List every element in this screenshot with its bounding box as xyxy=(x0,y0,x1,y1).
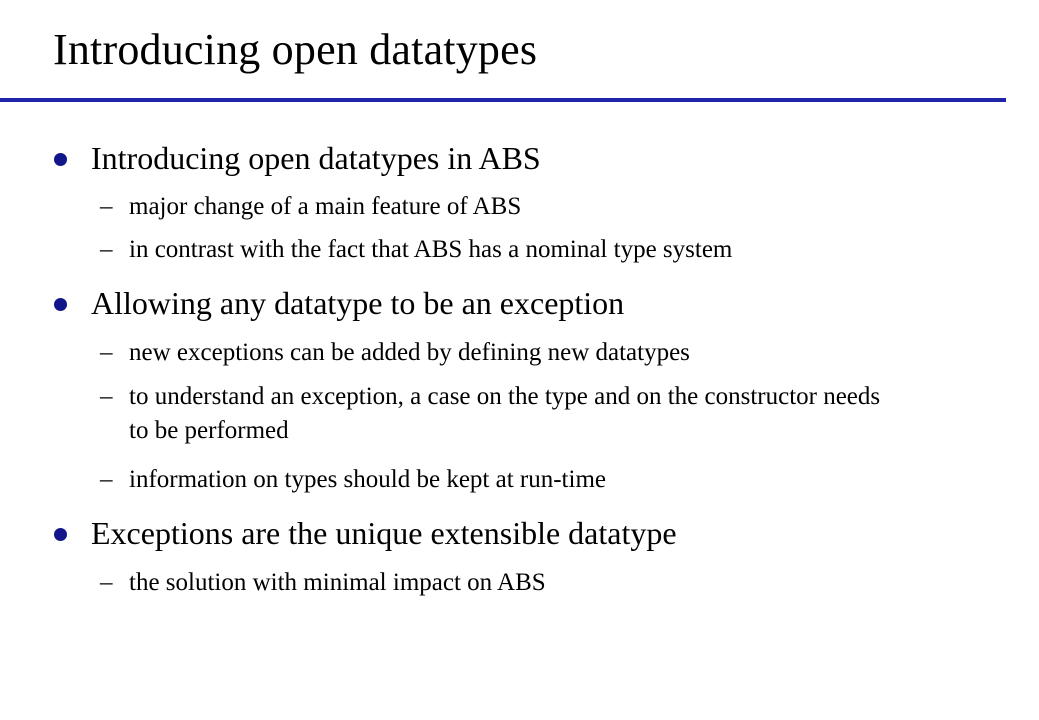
sub-bullet-text: new exceptions can be added by defining new datatypes xyxy=(129,339,690,366)
dash-marker: – xyxy=(100,569,113,596)
bullet-dot-icon xyxy=(54,528,67,541)
sub-bullet-item xyxy=(100,380,889,448)
bullet-text: Exceptions are the unique extensible datatype xyxy=(91,515,677,551)
sub-bullet-text: in contrast with the fact that ABS has a nominal type system xyxy=(129,236,733,263)
sub-bullet-item xyxy=(100,336,889,370)
sub-bullet-item xyxy=(100,190,889,224)
dash-marker: – xyxy=(100,193,113,220)
bullet-text: Allowing any datatype to be an exception xyxy=(91,285,625,321)
bullet-dot-icon xyxy=(54,153,67,166)
sub-bullet-text: information on types should be kept at run-time xyxy=(129,466,606,493)
dash-marker: – xyxy=(100,339,113,366)
bullet-item xyxy=(91,139,541,177)
sub-bullet-item xyxy=(100,463,889,497)
sub-bullet-text: major change of a main feature of ABS xyxy=(129,193,522,220)
bullet-dot-icon xyxy=(54,298,67,311)
sub-bullet-text: to understand an exception, a case on the type and on the constructor needs to be performed xyxy=(129,383,881,444)
bullet-text: Introducing open datatypes in ABS xyxy=(91,140,541,176)
slide-title: Introducing open datatypes xyxy=(53,25,538,74)
sub-bullet-item xyxy=(100,233,889,267)
dash-marker: – xyxy=(100,466,113,493)
sub-bullet-item xyxy=(100,566,889,600)
sub-bullet-text: the solution with minimal impact on ABS xyxy=(129,569,546,596)
dash-marker: – xyxy=(100,236,113,263)
bullet-item xyxy=(91,284,624,322)
bullet-item xyxy=(91,514,677,552)
dash-marker: – xyxy=(100,383,113,410)
